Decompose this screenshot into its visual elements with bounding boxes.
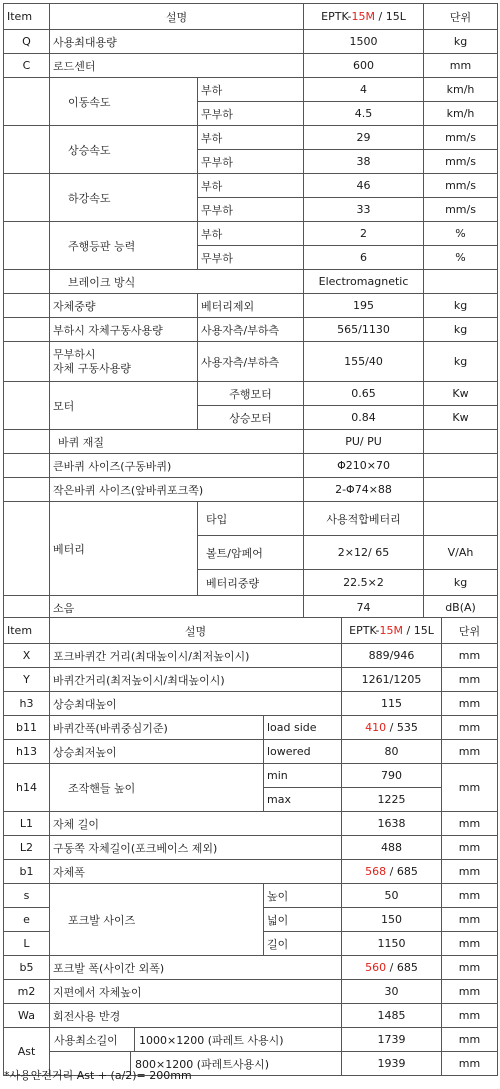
table-row: X 포크바퀴간 거리(최대높이시/최저높이시) 889/946 mm — [4, 644, 498, 668]
table-row: 이동속도 부하 4 km/h — [4, 78, 498, 102]
spec-table-1 — [3, 3, 498, 620]
table-row: Ast 사용최소길이 1000×1200 (파레트 사용시) 1739 mm — [4, 1028, 498, 1052]
table-row: 주행등판 능력 부하 2 % — [4, 222, 498, 246]
table-row: 브레이크 방식 Electromagnetic — [4, 270, 498, 294]
table-row: 볼트/암페어 2×12/ 65 V/Ah — [4, 536, 498, 570]
col-unit: 단위 — [424, 4, 498, 30]
table-row: 무부하 33 mm/s — [4, 198, 498, 222]
table-row: L1 자체 길이 1638 mm — [4, 812, 498, 836]
table-header — [4, 4, 498, 30]
table-row: b11 바퀴간폭(바퀴중심기준) load side 410 / 535 mm — [4, 716, 498, 740]
table-row: 베터리 타입 사용적합베터리 — [4, 502, 498, 536]
table-row: e 넓이 150 mm — [4, 908, 498, 932]
table-row: 자체중량 베터리제외 195 kg — [4, 294, 498, 318]
table-row: b5 포크발 폭(사이간 외폭) 560 / 685 mm — [4, 956, 498, 980]
table-row: L 길이 1150 mm — [4, 932, 498, 956]
table-row: h13 상승최저높이 lowered 80 mm — [4, 740, 498, 764]
col-model: EPTK-15M / 15L — [304, 4, 424, 30]
table-row: Y 바퀴간거리(최저높이시/최대높이시) 1261/1205 mm — [4, 668, 498, 692]
spec-table-2 — [3, 617, 498, 1076]
table-row: 무부하 38 mm/s — [4, 150, 498, 174]
table-row: 무부하 4.5 km/h — [4, 102, 498, 126]
footnote: *사용안전거리 Ast + (a/2)= 200mm — [4, 1069, 192, 1082]
table-row: 바퀴 재질 PU/ PU — [4, 430, 498, 454]
table-row: 작은바퀴 사이즈(앞바퀴포크쪽) 2-Φ74×88 — [4, 478, 498, 502]
table-row: s 포크발 사이즈 높이 50 mm — [4, 884, 498, 908]
table-row: Wa 회전사용 반경 1485 mm — [4, 1004, 498, 1028]
col-unit: 단위 — [442, 618, 498, 644]
table-row: 하강속도 부하 46 mm/s — [4, 174, 498, 198]
col-desc: 설명 — [50, 618, 342, 644]
table-row: 모터 주행모터 0.65 Kw — [4, 382, 498, 406]
col-item: Item — [4, 4, 50, 30]
col-item: Item — [4, 618, 50, 644]
table-row: Q 사용최대용량 1500 kg — [4, 30, 498, 54]
table-row: 부하시 자체구동사용량 사용자측/부하측 565/1130 kg — [4, 318, 498, 342]
col-model: EPTK-15M / 15L — [342, 618, 442, 644]
table-row: L2 구동쪽 자체길이(포크베이스 제외) 488 mm — [4, 836, 498, 860]
table-row: 큰바퀴 사이즈(구동바퀴) Φ210×70 — [4, 454, 498, 478]
table-row: 무부하시 자체 구동사용량 사용자측/부하측 155/40 kg — [4, 342, 498, 382]
table-row: max 1225 — [4, 788, 498, 812]
table-row: 상승속도 부하 29 mm/s — [4, 126, 498, 150]
table-row: h3 상승최대높이 115 mm — [4, 692, 498, 716]
table-row: C 로드센터 600 mm — [4, 54, 498, 78]
table-row: 상승모터 0.84 Kw — [4, 406, 498, 430]
col-desc: 설명 — [50, 4, 304, 30]
table-row: h14 조작핸들 높이 min 790 mm — [4, 764, 498, 788]
table-header — [4, 618, 498, 644]
table-row: 베터리중량 22.5×2 kg — [4, 570, 498, 596]
table-row: 소음 74 dB(A) — [4, 596, 498, 620]
table-row: m2 지편에서 자체높이 30 mm — [4, 980, 498, 1004]
table-row: 무부하 6 % — [4, 246, 498, 270]
table-row: 800×1200 (파레트사용시) 1939 mm — [4, 1052, 498, 1076]
table-row: b1 자체폭 568 / 685 mm — [4, 860, 498, 884]
